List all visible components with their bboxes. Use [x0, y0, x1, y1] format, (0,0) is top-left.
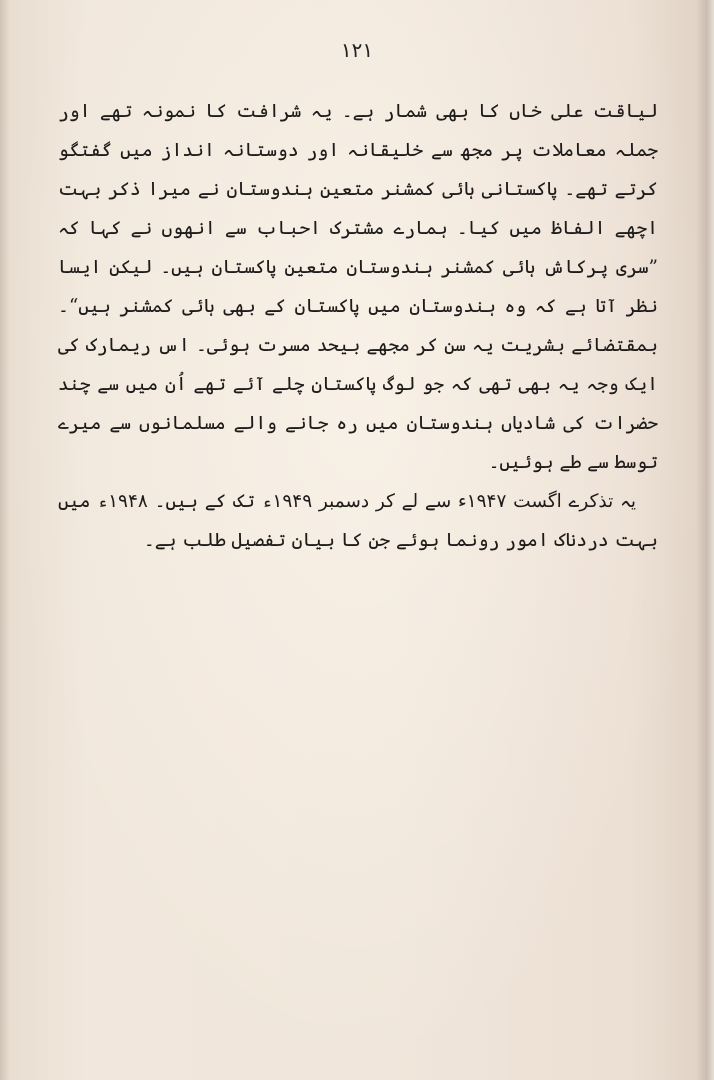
body-text	[58, 92, 658, 560]
paragraph-2: یہ تذکرے اگست ۱۹۴۷ء سے لے کر دسمبر ۱۹۴۹ء تک کے ہیں۔ ۱۹۴۸ء میں بہت دردناک امور رونما ہوئے جن کا بیان تفصیل طلب ہے۔	[58, 491, 658, 551]
paragraph-1: لیاقت علی خاں کا بھی شمار ہے۔ یہ شرافت کا نمونہ تھے اور جملہ معاملات پر مجھ سے خلیقانہ اور دوستانہ انداز میں گفتگو کرتے تھے۔ پاکستانی ہائی کمشنر متعین ہندوستان نے میرا ذکر بہت اچھے الفاظ میں کیا۔ ہمارے مشترک احباب سے انھوں نے کہا کہ ”سری پرکاش ہائی کمشنر ہندوستان متعین پاکستان ہیں۔ لیکن ایسا نظر آتا ہے کہ وہ ہندوستان میں پاکستان کے بھی ہائی کمشنر ہیں“۔ بمقتضائے بشریت یہ سن کر مجھے بیحد مسرت ہوئی۔ اس ریمارک کی ایک وجہ یہ بھی تھی کہ جو لوگ پاکستان چلے آئے تھے اُن میں سے چند حضرات کی شادیاں ہندوستان میں رہ جانے والے مسلمانوں سے میرے توسط سے طے ہوئیں۔	[58, 101, 658, 473]
page-right-edge-shadow	[696, 0, 714, 1080]
page-left-edge-shadow	[0, 0, 10, 1080]
page-number: ۱۲۱	[340, 38, 374, 62]
